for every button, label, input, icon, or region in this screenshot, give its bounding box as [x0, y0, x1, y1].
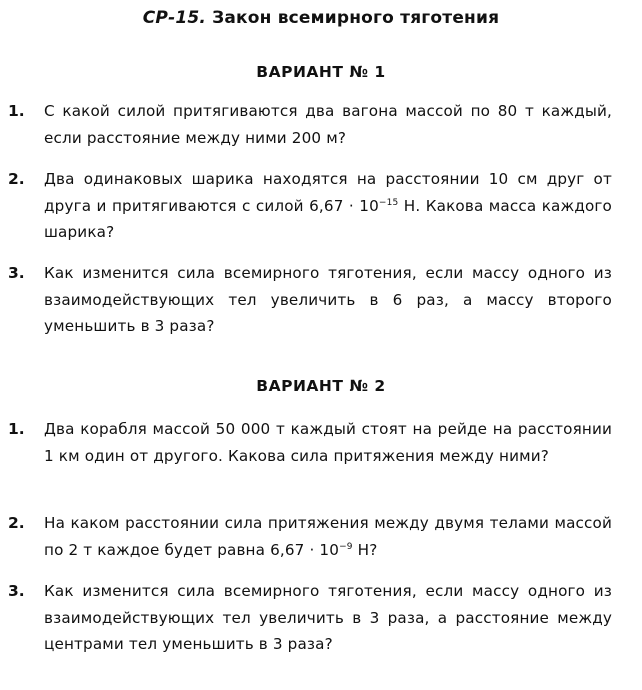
problem-text: [44, 166, 612, 246]
problem-text-before: На каком расстоянии сила притяжения между двумя телами массой по 2 т каждое будет равна 6,67 · 10: [44, 514, 612, 559]
problem-text-after: Н?: [352, 540, 378, 559]
page-title: [0, 8, 642, 28]
problem-number: 2.: [8, 514, 25, 532]
worksheet-title: Закон всемирного тяготения: [212, 8, 500, 28]
problem-text-after: Н. Какова масса каждого шарика?: [44, 196, 612, 241]
problem-number: 3.: [8, 582, 25, 600]
problem-text: С какой силой притягиваются два вагона массой по 80 т каждый, если расстояние между ними 200 м?: [44, 102, 612, 147]
worksheet-code: СР-15.: [142, 8, 207, 28]
problem-number: 1.: [8, 420, 25, 438]
problem-exponent: −15: [378, 197, 399, 208]
variant-1-heading: ВАРИАНТ № 1: [256, 63, 386, 81]
problem-text: Как изменится сила всемирного тяготения, если массу одного из взаимодействующих тел увеличить в 3 раза, а расстояние между центрами тел уменьшить в 3 раза?: [44, 582, 612, 653]
problem-number: 2.: [8, 170, 25, 188]
problem-text: Два корабля массой 50 000 т каждый стоят на рейде на расстоянии 1 км один от другого. Какова сила притяжения между ними?: [44, 420, 612, 465]
problem-number: 3.: [8, 264, 25, 282]
problem-number: 1.: [8, 102, 25, 120]
problem-text: [44, 510, 612, 563]
problem-text-before: Два одинаковых шарика находятся на расстоянии 10 см друг от друга и притягиваются с силой 6,67 · 10: [44, 170, 612, 215]
problem-text: Как изменится сила всемирного тяготения, если массу одного из взаимодействующих тел увеличить в 6 раз, а массу второго уменьшить в 3 раза?: [44, 264, 612, 335]
problem-exponent: −9: [339, 541, 353, 552]
variant-2-heading: ВАРИАНТ № 2: [256, 377, 386, 395]
